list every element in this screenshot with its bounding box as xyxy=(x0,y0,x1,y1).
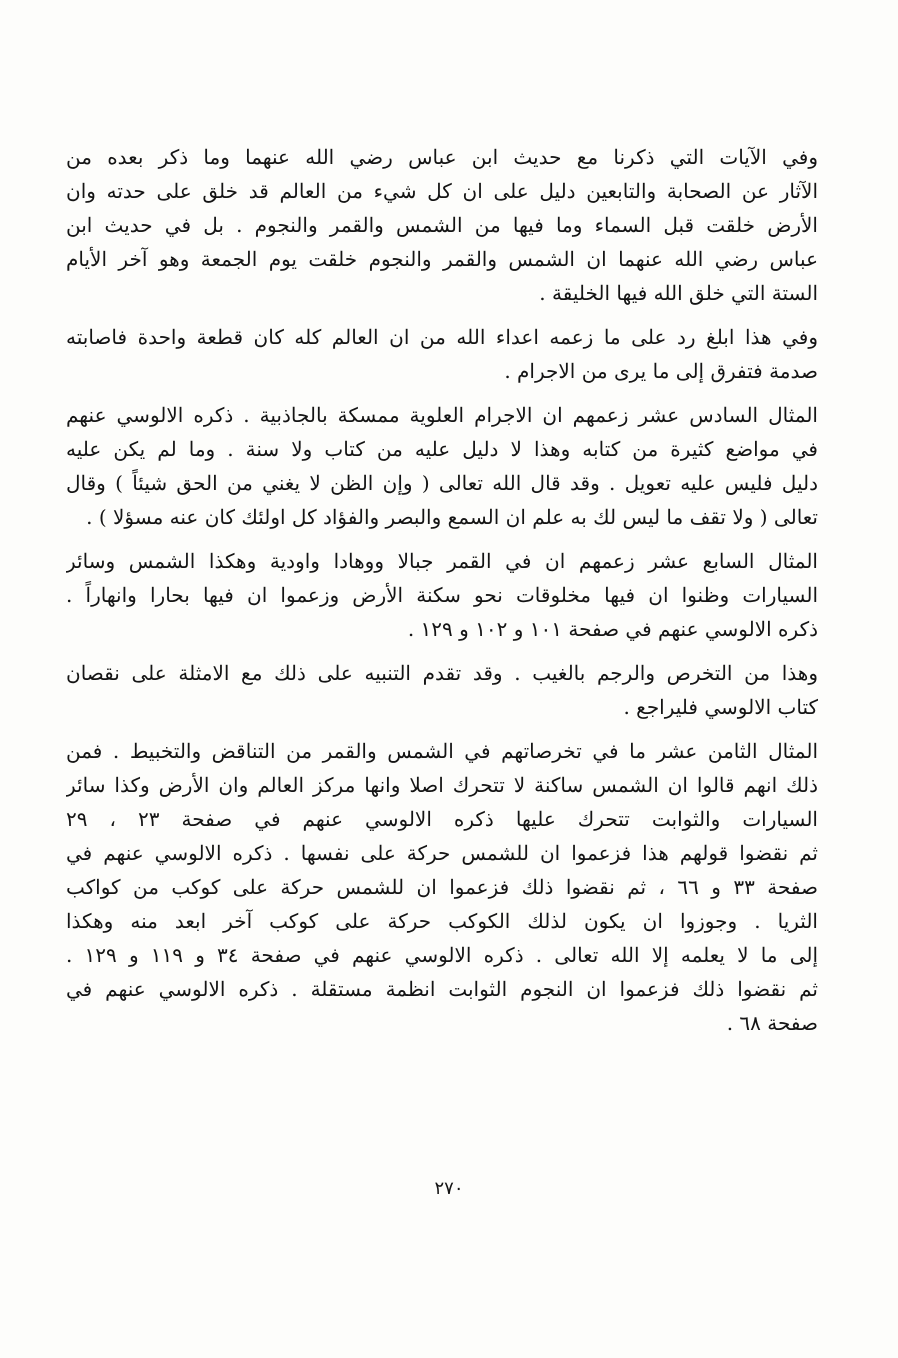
body-text xyxy=(66,140,818,1050)
text-line: ثم نقضوا قولهم هذا فزعموا ان للشمس حركة على نفسها . ذكره الالوسي عنهم في xyxy=(66,841,818,865)
text-line: الستة التي خلق الله فيها الخليقة . xyxy=(539,281,818,305)
text-line: المثال الثامن عشر ما في تخرصاتهم في الشمس والقمر من التناقض والتخبيط . فمن xyxy=(66,739,818,763)
text-line: عباس رضي الله عنهما ان الشمس والقمر والنجوم خلقت يوم الجمعة وهو آخر الأيام xyxy=(66,247,818,271)
text-line: في مواضع كثيرة من كتابه وهذا لا دليل عليه من كتاب ولا سنة . وما لم يكن عليه xyxy=(66,437,818,461)
text-line: وفي الآيات التي ذكرنا مع حديث ابن عباس رضي الله عنهما وما ذكر بعده من xyxy=(66,145,818,169)
page-number: ٢٧٠ xyxy=(434,1178,464,1199)
text-line: السيارات وظنوا ان فيها مخلوقات نحو سكنة الأرض وزعموا ان فيها بحارا وانهاراً . xyxy=(66,583,818,607)
text-line: صدمة فتفرق إلى ما يرى من الاجرام . xyxy=(504,359,818,383)
paragraph-example-18 xyxy=(66,734,818,1040)
text-line: صفحة ٣٣ و ٦٦ ، ثم نقضوا ذلك فزعموا ان للشمس حركة على كوكب من كواكب xyxy=(66,875,818,899)
text-line: تعالى ( ولا تقف ما ليس لك به علم ان السمع والبصر والفؤاد كل اولئك كان عنه مسؤلا ) . xyxy=(86,505,818,529)
text-line: المثال السادس عشر زعمهم ان الاجرام العلوية ممسكة بالجاذبية . ذكره الالوسي عنهم xyxy=(66,403,818,427)
text-line: وفي هذا ابلغ رد على ما زعمه اعداء الله من ان العالم كله كان قطعة واحدة فاصابته xyxy=(66,325,818,349)
paragraph-conjecture xyxy=(66,656,818,724)
text-line: المثال السابع عشر زعمهم ان في القمر جبالا ووهادا واودية وهكذا الشمس وسائر xyxy=(66,549,818,573)
text-line: ثم نقضوا ذلك فزعموا ان النجوم الثوابت انظمة مستقلة . ذكره الالوسي عنهم في xyxy=(66,977,818,1001)
text-line: وهذا من التخرص والرجم بالغيب . وقد تقدم التنبيه على ذلك مع الامثلة على نقصان xyxy=(66,661,818,685)
text-line: الثريا . وجوزوا ان يكون لذلك الكوكب حركة على كوكب آخر ابعد منه وهكذا xyxy=(66,909,818,933)
paragraph-rebuttal xyxy=(66,320,818,388)
paragraph-example-16 xyxy=(66,398,818,534)
text-line: السيارات والثوابت تتحرك عليها ذكره الالوسي عنهم في صفحة ٢٣ ، ٢٩ xyxy=(66,807,818,831)
text-line: دليل فليس عليه تعويل . وقد قال الله تعالى ( وإن الظن لا يغني من الحق شيئاً ) وقال xyxy=(66,471,818,495)
paragraph-creation-order xyxy=(66,140,818,310)
paragraph-example-17 xyxy=(66,544,818,646)
text-line: صفحة ٦٨ . xyxy=(726,1011,818,1035)
text-line: إلى ما لا يعلمه إلا الله تعالى . ذكره الالوسي عنهم في صفحة ٣٤ و ١١٩ و ١٢٩ . xyxy=(66,943,818,967)
text-line: الأرض خلقت قبل السماء وما فيها من الشمس والقمر والنجوم . بل في حديث ابن xyxy=(66,213,818,237)
text-line: ذلك انهم قالوا ان الشمس ساكنة لا تتحرك اصلا وانها مركز العالم وان الأرض وكذا سائر xyxy=(66,773,818,797)
text-line: الآثار عن الصحابة والتابعين دليل على ان كل شيء من العالم قد خلق على حدته وان xyxy=(66,179,818,203)
text-line: ذكره الالوسي عنهم في صفحة ١٠١ و ١٠٢ و ١٢٩ . xyxy=(407,617,818,641)
text-line: كتاب الالوسي فليراجع . xyxy=(623,695,818,719)
